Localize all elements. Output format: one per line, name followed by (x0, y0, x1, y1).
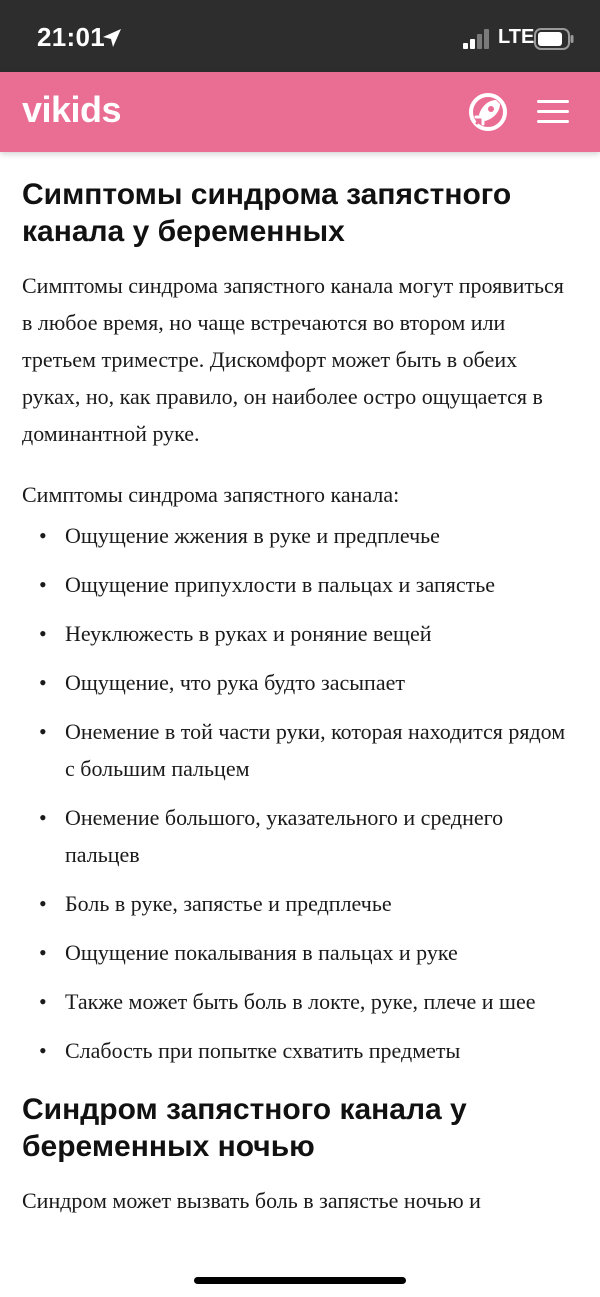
location-arrow-icon (101, 27, 123, 49)
app-header (0, 72, 600, 152)
status-bar (0, 0, 600, 72)
bullet-icon: • (39, 523, 47, 548)
list-item-text: Ощущение, что рука будто засыпает (65, 670, 405, 695)
bullet-icon: • (39, 621, 47, 646)
cellular-signal-icon (463, 29, 491, 49)
list-item-text: Онемение в той части руки, которая находится рядом с большим пальцем (65, 719, 566, 781)
bullet-icon: • (39, 805, 47, 830)
bullet-icon: • (39, 719, 47, 744)
list-item (22, 885, 578, 922)
vikids-logo[interactable]: vikids (22, 89, 122, 130)
article-content (22, 152, 578, 1219)
list-item (22, 799, 578, 873)
rocket-icon[interactable] (466, 90, 510, 134)
list-item-text: Ощущение жжения в руке и предплечье (65, 523, 440, 548)
symptom-list (22, 517, 578, 1069)
bullet-icon: • (39, 891, 47, 916)
list-item (22, 934, 578, 971)
article-paragraph-night: Синдром может вызвать боль в запястье ночью и (22, 1188, 481, 1213)
hamburger-menu-icon[interactable] (534, 96, 572, 128)
list-item-text: Онемение большого, указательного и среднего пальцев (65, 805, 504, 867)
list-item (22, 517, 578, 554)
bullet-icon: • (39, 1038, 47, 1063)
list-item-text: Также может быть боль в локте, руке, плече и шее (65, 989, 536, 1014)
list-item (22, 713, 578, 787)
list-item-text: Ощущение покалывания в пальцах и руке (65, 940, 458, 965)
list-item (22, 983, 578, 1020)
battery-icon (534, 28, 574, 50)
status-time: 21:01 (37, 22, 105, 52)
bullet-icon: • (39, 572, 47, 597)
bullet-icon: • (39, 989, 47, 1014)
list-item-text: Неуклюжесть в руках и роняние вещей (65, 621, 432, 646)
list-item (22, 1032, 578, 1069)
bullet-icon: • (39, 670, 47, 695)
symptom-list-intro: Симптомы синдрома запястного канала: (22, 482, 400, 507)
list-item (22, 664, 578, 701)
list-item (22, 615, 578, 652)
list-item-text: Слабость при попытке схватить предметы (65, 1038, 461, 1063)
article-heading-night: Синдром запястного канала у беременных ночью (22, 1093, 467, 1163)
home-indicator[interactable] (194, 1277, 406, 1284)
list-item-text: Ощущение припухлости в пальцах и запястье (65, 572, 496, 597)
bullet-icon: • (39, 940, 47, 965)
network-type-label: LTE (498, 26, 535, 48)
list-item-text: Боль в руке, запястье и предплечье (65, 891, 392, 916)
article-paragraph-intro: Симптомы синдрома запястного канала могут проявиться в любое время, но чаще встречаются во втором или третьем триместре. Дискомфорт может быть в обеих руках, но, как правило, он наиболее остро ощущается в доминантной руке. (22, 273, 564, 446)
list-item (22, 566, 578, 603)
article-heading-symptoms: Симптомы синдрома запястного канала у беременных (22, 178, 512, 248)
